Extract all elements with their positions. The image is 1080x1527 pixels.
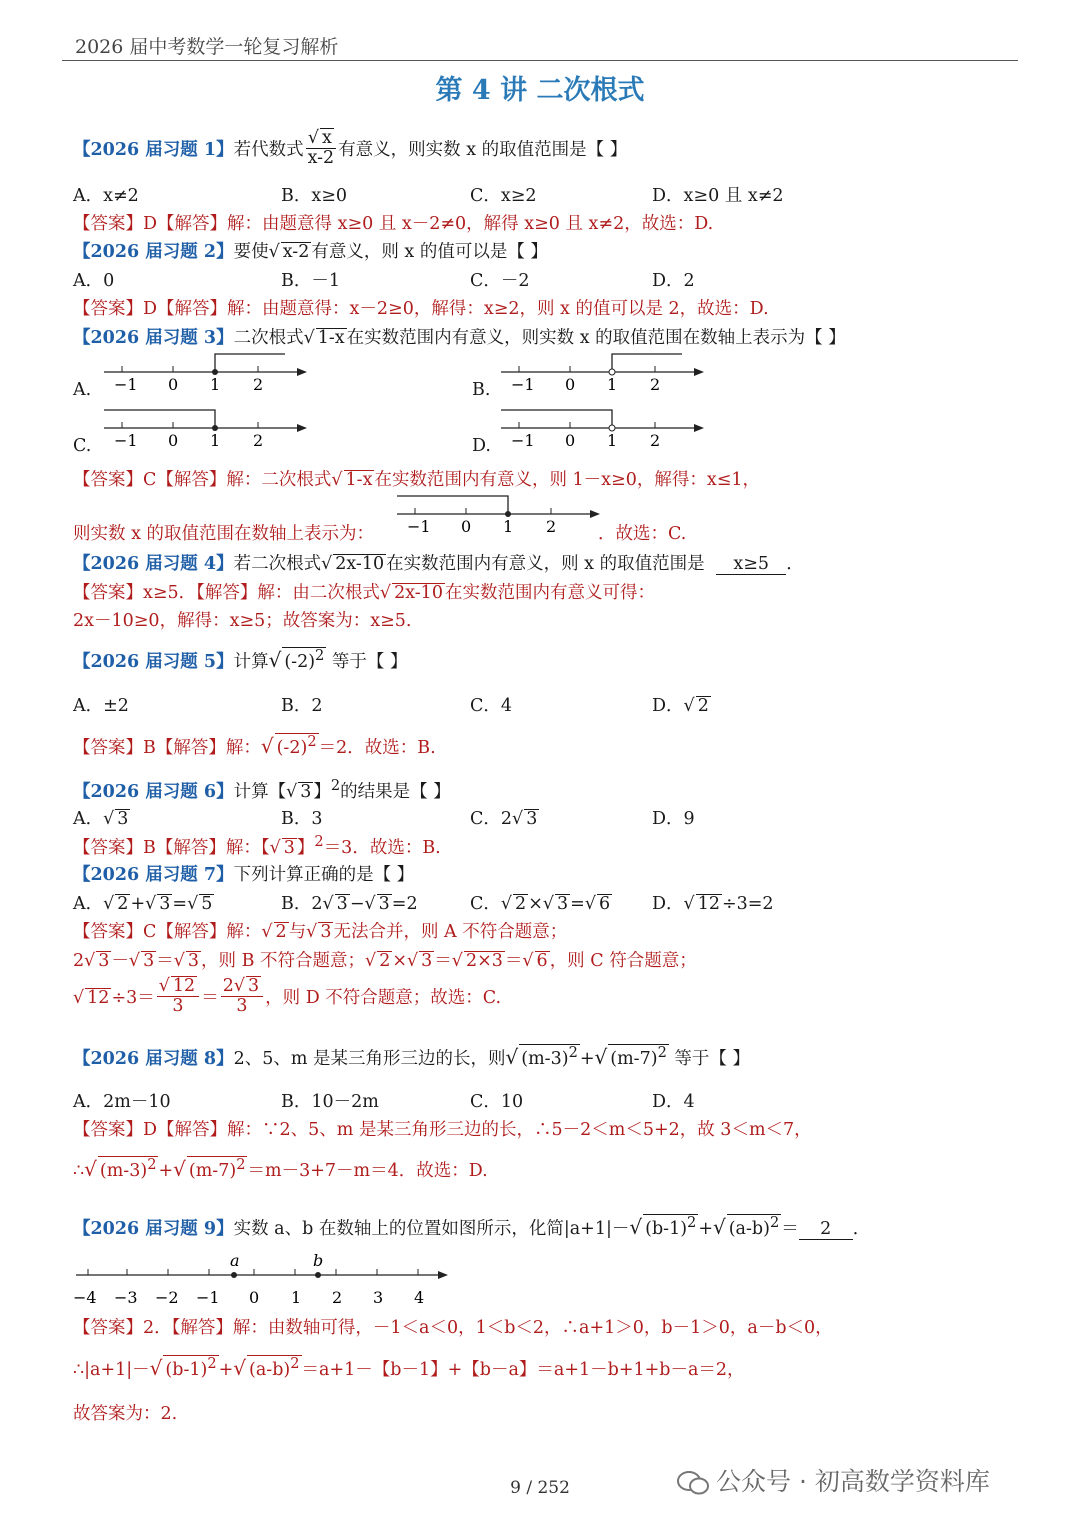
question-text: 下列计算正确的是【 】 xyxy=(233,865,415,885)
number-line-b xyxy=(497,350,712,395)
tick-label: −3 xyxy=(114,1288,138,1307)
number-line-d xyxy=(497,406,712,451)
option-c: C．10 xyxy=(470,1092,524,1112)
running-header: 2026 届中考数学一轮复习解析 xyxy=(75,36,339,58)
radicand: 2 xyxy=(697,696,709,716)
point-b-label: b xyxy=(313,1253,324,1270)
question-tag: 【2026 届习题 4】 xyxy=(73,554,234,574)
question-tag: 【2026 届习题 1】 xyxy=(73,139,234,160)
answer-text: 【答案】C【解答】解： xyxy=(73,922,262,942)
option-c: C．4 xyxy=(470,696,513,716)
question-text: 二次根式 xyxy=(233,328,304,348)
question-8: 【2026 届习题 8】2、5、m 是某三角形三边的长，则√ $(m-3)^2$ +√ $(m-7)^2$ 等于【 】 xyxy=(73,1044,750,1069)
radicand: 3 xyxy=(117,809,129,829)
number-line-answer xyxy=(393,492,608,537)
watermark-text: 公众号 · 初高数学资料库 xyxy=(716,1467,990,1496)
option-a: A．±2 xyxy=(73,696,129,716)
option-a: A．x≠2 xyxy=(73,186,139,206)
option-c-label: C. xyxy=(73,436,92,456)
tick-label: 1 xyxy=(607,375,618,394)
question-text: 等于【 】 xyxy=(331,651,408,672)
option-label: D． xyxy=(652,696,684,716)
header-rule xyxy=(62,60,1018,61)
option-c: C．－2 xyxy=(470,271,530,291)
question-6: 【2026 届习题 6】计算【√ 3 】$^2$的结果是【 】 xyxy=(73,777,451,802)
option-b: B．10－2m xyxy=(281,1092,379,1112)
option-label: C．2 xyxy=(470,809,513,829)
answer-text: ＝a+1－【b－1】+【b－a】＝a+1－b+1+b－a＝2， xyxy=(301,1359,745,1380)
option-c: C．x≥2 xyxy=(470,186,537,206)
answer-text: 【答案】x≥5．【解答】解：由二次根式 xyxy=(73,583,380,603)
question-text: 有意义，则实数 x 的取值范围是【 】 xyxy=(338,139,628,160)
question-text: 计算【 xyxy=(233,781,287,802)
option-a: A．2m－10 xyxy=(73,1092,171,1112)
radicand: 3 xyxy=(300,781,312,802)
answer-text: ＝m－3+7－m＝4．故选：D. xyxy=(247,1160,488,1181)
radicand: 2x-10 xyxy=(394,583,443,603)
question-tag: 【2026 届习题 3】 xyxy=(73,328,234,348)
option-b: B．x≥0 xyxy=(281,186,348,206)
number-line-a xyxy=(100,350,315,395)
tick-label: −4 xyxy=(73,1288,97,1307)
answer-4-line1: 【答案】x≥5．【解答】解：由二次根式√ 2x-10 在实数范围内有意义可得： xyxy=(73,583,655,603)
question-text: 的结果是【 】 xyxy=(340,781,451,802)
option-d: D．√ 12 ÷3=2 xyxy=(652,894,774,914)
answer-text: 无法合并，则 A 不符合题意； xyxy=(333,922,568,942)
answer-4-line2: 2x－10≥0，解得：x≥5；故答案为：x≥5. xyxy=(73,611,412,631)
question-tag: 【2026 届习题 8】 xyxy=(73,1048,234,1069)
radicand: (-2) xyxy=(276,737,308,758)
tick-label: 2 xyxy=(253,375,264,394)
answer-1: 【答案】D【解答】解：由题意得 x≥0 且 x－2≠0，解得 x≥0 且 x≠2，故选：D. xyxy=(73,214,714,234)
tick-label: 0 xyxy=(565,431,576,450)
tick-label: 0 xyxy=(249,1288,260,1307)
question-text: 要使 xyxy=(233,242,269,262)
option-c: C．√ 2 ×√ 3 =√ 6 xyxy=(470,894,611,914)
question-3: 【2026 届习题 3】二次根式√ 1-x 在实数范围内有意义，则实数 x 的取值范围在数轴上表示为【 】 xyxy=(73,328,846,348)
question-tag: 【2026 届习题 5】 xyxy=(73,651,234,672)
watermark xyxy=(676,1462,990,1498)
question-text: 有意义，则 x 的值可以是【 】 xyxy=(311,242,548,262)
tick-label: −1 xyxy=(407,517,431,536)
number-line-c xyxy=(100,406,315,451)
wechat-icon xyxy=(676,1469,710,1497)
answer-text: ＝2．故选：B. xyxy=(318,737,436,758)
tick-label: 1 xyxy=(210,375,221,394)
tick-label: −1 xyxy=(511,375,535,394)
question-text: 计算 xyxy=(233,651,269,672)
question-7 xyxy=(73,861,414,886)
option-label: C． xyxy=(470,894,501,914)
radicand: 2x-10 xyxy=(335,554,385,574)
question-text: 在实数范围内有意义，则实数 x 的取值范围在数轴上表示为【 】 xyxy=(346,328,846,348)
question-text: 】 xyxy=(313,781,331,802)
tick-label: 2 xyxy=(650,431,661,450)
question-5: 【2026 届习题 5】计算√ $(-2)^2$ 等于【 】 xyxy=(73,647,408,672)
answer-9-line1: 【答案】2．【解答】解：由数轴可得，－1＜a＜0，1＜b＜2，∴a+1＞0，b－1＞0，a－b＜0， xyxy=(73,1318,833,1338)
option-a: A．√ 3 xyxy=(73,809,129,829)
radicand: x-2 xyxy=(282,242,310,262)
answer-text: 】 xyxy=(296,837,315,858)
option-c: C．2√ 3 xyxy=(470,809,538,829)
option-d: D．2 xyxy=(652,271,695,291)
answer-8-line2: ∴√ $(m-3)^2$ +√ $(m-7)^2 =m-3+7-m=4$．故选：D. xyxy=(73,1156,488,1181)
point-b xyxy=(315,1272,321,1278)
exponent: 2 xyxy=(315,647,325,664)
option-a-label: A. xyxy=(73,380,92,400)
tick-label: 2 xyxy=(546,517,557,536)
option-label: A． xyxy=(73,809,104,829)
fill-blank: 2 xyxy=(799,1219,853,1240)
exponent: 2 xyxy=(330,777,341,794)
fill-blank: x≥5 xyxy=(716,554,786,575)
option-label: B． xyxy=(281,894,312,914)
question-2: 【2026 届习题 2】要使√ x-2 有意义，则 x 的值可以是【 】 xyxy=(73,242,548,262)
answer-text: ，则 B 不符合题意； xyxy=(201,951,366,971)
option-b: B．－1 xyxy=(281,271,340,291)
fraction: $\frac{√ x}{x-2}$ xyxy=(307,128,335,169)
option-b: B．2√ 3 −√ 3 =2 xyxy=(281,894,418,914)
option-b: B．2 xyxy=(281,696,323,716)
point-a-label: a xyxy=(230,1253,240,1270)
answer-text: 在实数范围内有意义，则 1－x≥0，解得：x≤1， xyxy=(374,470,760,490)
tick-label: 1 xyxy=(210,431,221,450)
exponent: 2 xyxy=(307,733,317,750)
tick-label: 0 xyxy=(461,517,472,536)
option-a: A．0 xyxy=(73,271,115,291)
radicand: (-2) xyxy=(284,651,316,672)
page-title: 第 4 讲 二次根式 xyxy=(435,75,645,106)
question-tag: 【2026 届习题 2】 xyxy=(73,242,234,262)
option-b-label: B. xyxy=(472,380,491,400)
page-number: 9 / 252 xyxy=(510,1478,570,1498)
answer-8-line1: 【答案】D【解答】解：∵2、5、m 是某三角形三边的长，∴5－2＜m＜5+2，故 3＜m＜7， xyxy=(73,1120,812,1140)
answer-9-line3: 故答案为：2. xyxy=(73,1404,178,1424)
question-4: 【2026 届习题 4】若二次根式√ 2x-10 在实数范围内有意义，则 x 的取值范围是 x≥5 ． xyxy=(73,554,804,574)
point-a xyxy=(231,1272,237,1278)
question-text: 2、5、m 是某三角形三边的长，则 xyxy=(233,1048,506,1069)
option-d: D．√ 2 xyxy=(652,696,709,716)
answer-6: 【答案】B【解答】解：【√ 3 】$^2$＝3．故选：B. xyxy=(73,833,441,858)
answer-3-line2a: 则实数 x 的取值范围在数轴上表示为： xyxy=(73,524,374,544)
option-d: D．4 xyxy=(652,1092,695,1112)
answer-3-line1: 【答案】C【解答】解：二次根式√ 1-x 在实数范围内有意义，则 1－x≥0，解得：x≤1， xyxy=(73,470,760,490)
tick-label: 2 xyxy=(332,1288,343,1307)
tick-label: 1 xyxy=(607,431,618,450)
tick-label: −1 xyxy=(511,431,535,450)
tick-label: −1 xyxy=(114,375,138,394)
radicand: 1-x xyxy=(345,470,373,490)
tick-label: 4 xyxy=(414,1288,425,1307)
question-tag: 【2026 届习题 6】 xyxy=(73,781,234,802)
answer-2: 【答案】D【解答】解：由题意得：x－2≥0，解得：x≥2，则 x 的值可以是 2，故选：D. xyxy=(73,299,769,319)
answer-5: 【答案】B【解答】解：√ $(-2)^2 =2$．故选：B. xyxy=(73,733,436,758)
radicand: x xyxy=(322,128,332,148)
option-b: B．3 xyxy=(281,809,323,829)
tick-label: 0 xyxy=(168,375,179,394)
tick-label: 1 xyxy=(503,517,514,536)
option-label: D． xyxy=(652,894,684,914)
answer-text: ，则 C 符合题意； xyxy=(549,951,697,971)
radicand: 3 xyxy=(526,809,538,829)
tick-label: 2 xyxy=(253,431,264,450)
tick-label: 0 xyxy=(168,431,179,450)
tick-label: 2 xyxy=(650,375,661,394)
option-d-label: D. xyxy=(472,436,491,456)
question-tag: 【2026 届习题 9】 xyxy=(73,1218,234,1239)
exponent: 2 xyxy=(314,833,324,850)
answer-text: 【答案】C【解答】解：二次根式 xyxy=(73,470,332,490)
answer-text: 【答案】B【解答】解：【 xyxy=(73,837,270,858)
option-label: A． xyxy=(73,894,104,914)
question-1 xyxy=(73,128,627,169)
radicand: 3 xyxy=(283,837,295,858)
radicand: 1-x xyxy=(317,328,345,348)
answer-text: ，则 D 不符合题意；故选：C. xyxy=(265,987,502,1008)
answer-text: 【答案】B【解答】解： xyxy=(73,737,261,758)
answer-9-line2: ∴|a+1|－√ $(b-1)^2$ +√ $(a-b)^2 =a+1-$【b－1】+【b－a】＝a+1－b+1+b－a＝2， xyxy=(73,1355,745,1380)
question-text: 若代数式 xyxy=(233,139,304,160)
tick-label: −1 xyxy=(114,431,138,450)
question-text: 等于【 】 xyxy=(674,1048,750,1069)
option-d: D．x≥0 且 x≠2 xyxy=(652,186,784,206)
option-d: D．9 xyxy=(652,809,695,829)
tick-label: 3 xyxy=(373,1288,384,1307)
question-text: 在实数范围内有意义，则 x 的取值范围是 xyxy=(386,554,705,574)
question-text: 实数 a、b 在数轴上的位置如图所示，化简|a+1|－ xyxy=(233,1218,630,1239)
number-line-q9 xyxy=(70,1253,460,1313)
question-tag: 【2026 届习题 7】 xyxy=(73,865,234,885)
option-a: A．√ 2 +√ 3 =√ 5 xyxy=(73,894,213,914)
tick-label: 0 xyxy=(565,375,576,394)
answer-7-line2: 2√ 3 －√ 3 ＝√ 3 ，则 B 不符合题意；√ 2 ×√ 3 ＝√ 2×3 ＝√ 6 ，则 C 符合题意； xyxy=(73,951,697,971)
tick-label: −1 xyxy=(196,1288,220,1307)
denominator: x-2 xyxy=(307,148,335,169)
question-9: 【2026 届习题 9】实数 a、b 在数轴上的位置如图所示，化简|a+1|－√ $(b-1)^2$ +√ $(a-b)^2 = 2$ ． xyxy=(73,1214,871,1239)
question-text: 若二次根式 xyxy=(233,554,322,574)
answer-text: ＝3．故选：B. xyxy=(323,837,441,858)
tick-label: −2 xyxy=(155,1288,179,1307)
tick-label: 1 xyxy=(291,1288,302,1307)
answer-3-line2b: ．故选：C. xyxy=(598,524,687,544)
answer-7-line1: 【答案】C【解答】解：√ 2 与√ 3 无法合并，则 A 不符合题意； xyxy=(73,922,568,942)
answer-7-line3: √ 12 ÷3＝ $\frac{√ 12}{3}$ ＝ $\frac{2√ 3}{3}$ ，则 D 不符合题意；故选：C. xyxy=(73,976,502,1017)
answer-text: 在实数范围内有意义可得： xyxy=(444,583,655,603)
